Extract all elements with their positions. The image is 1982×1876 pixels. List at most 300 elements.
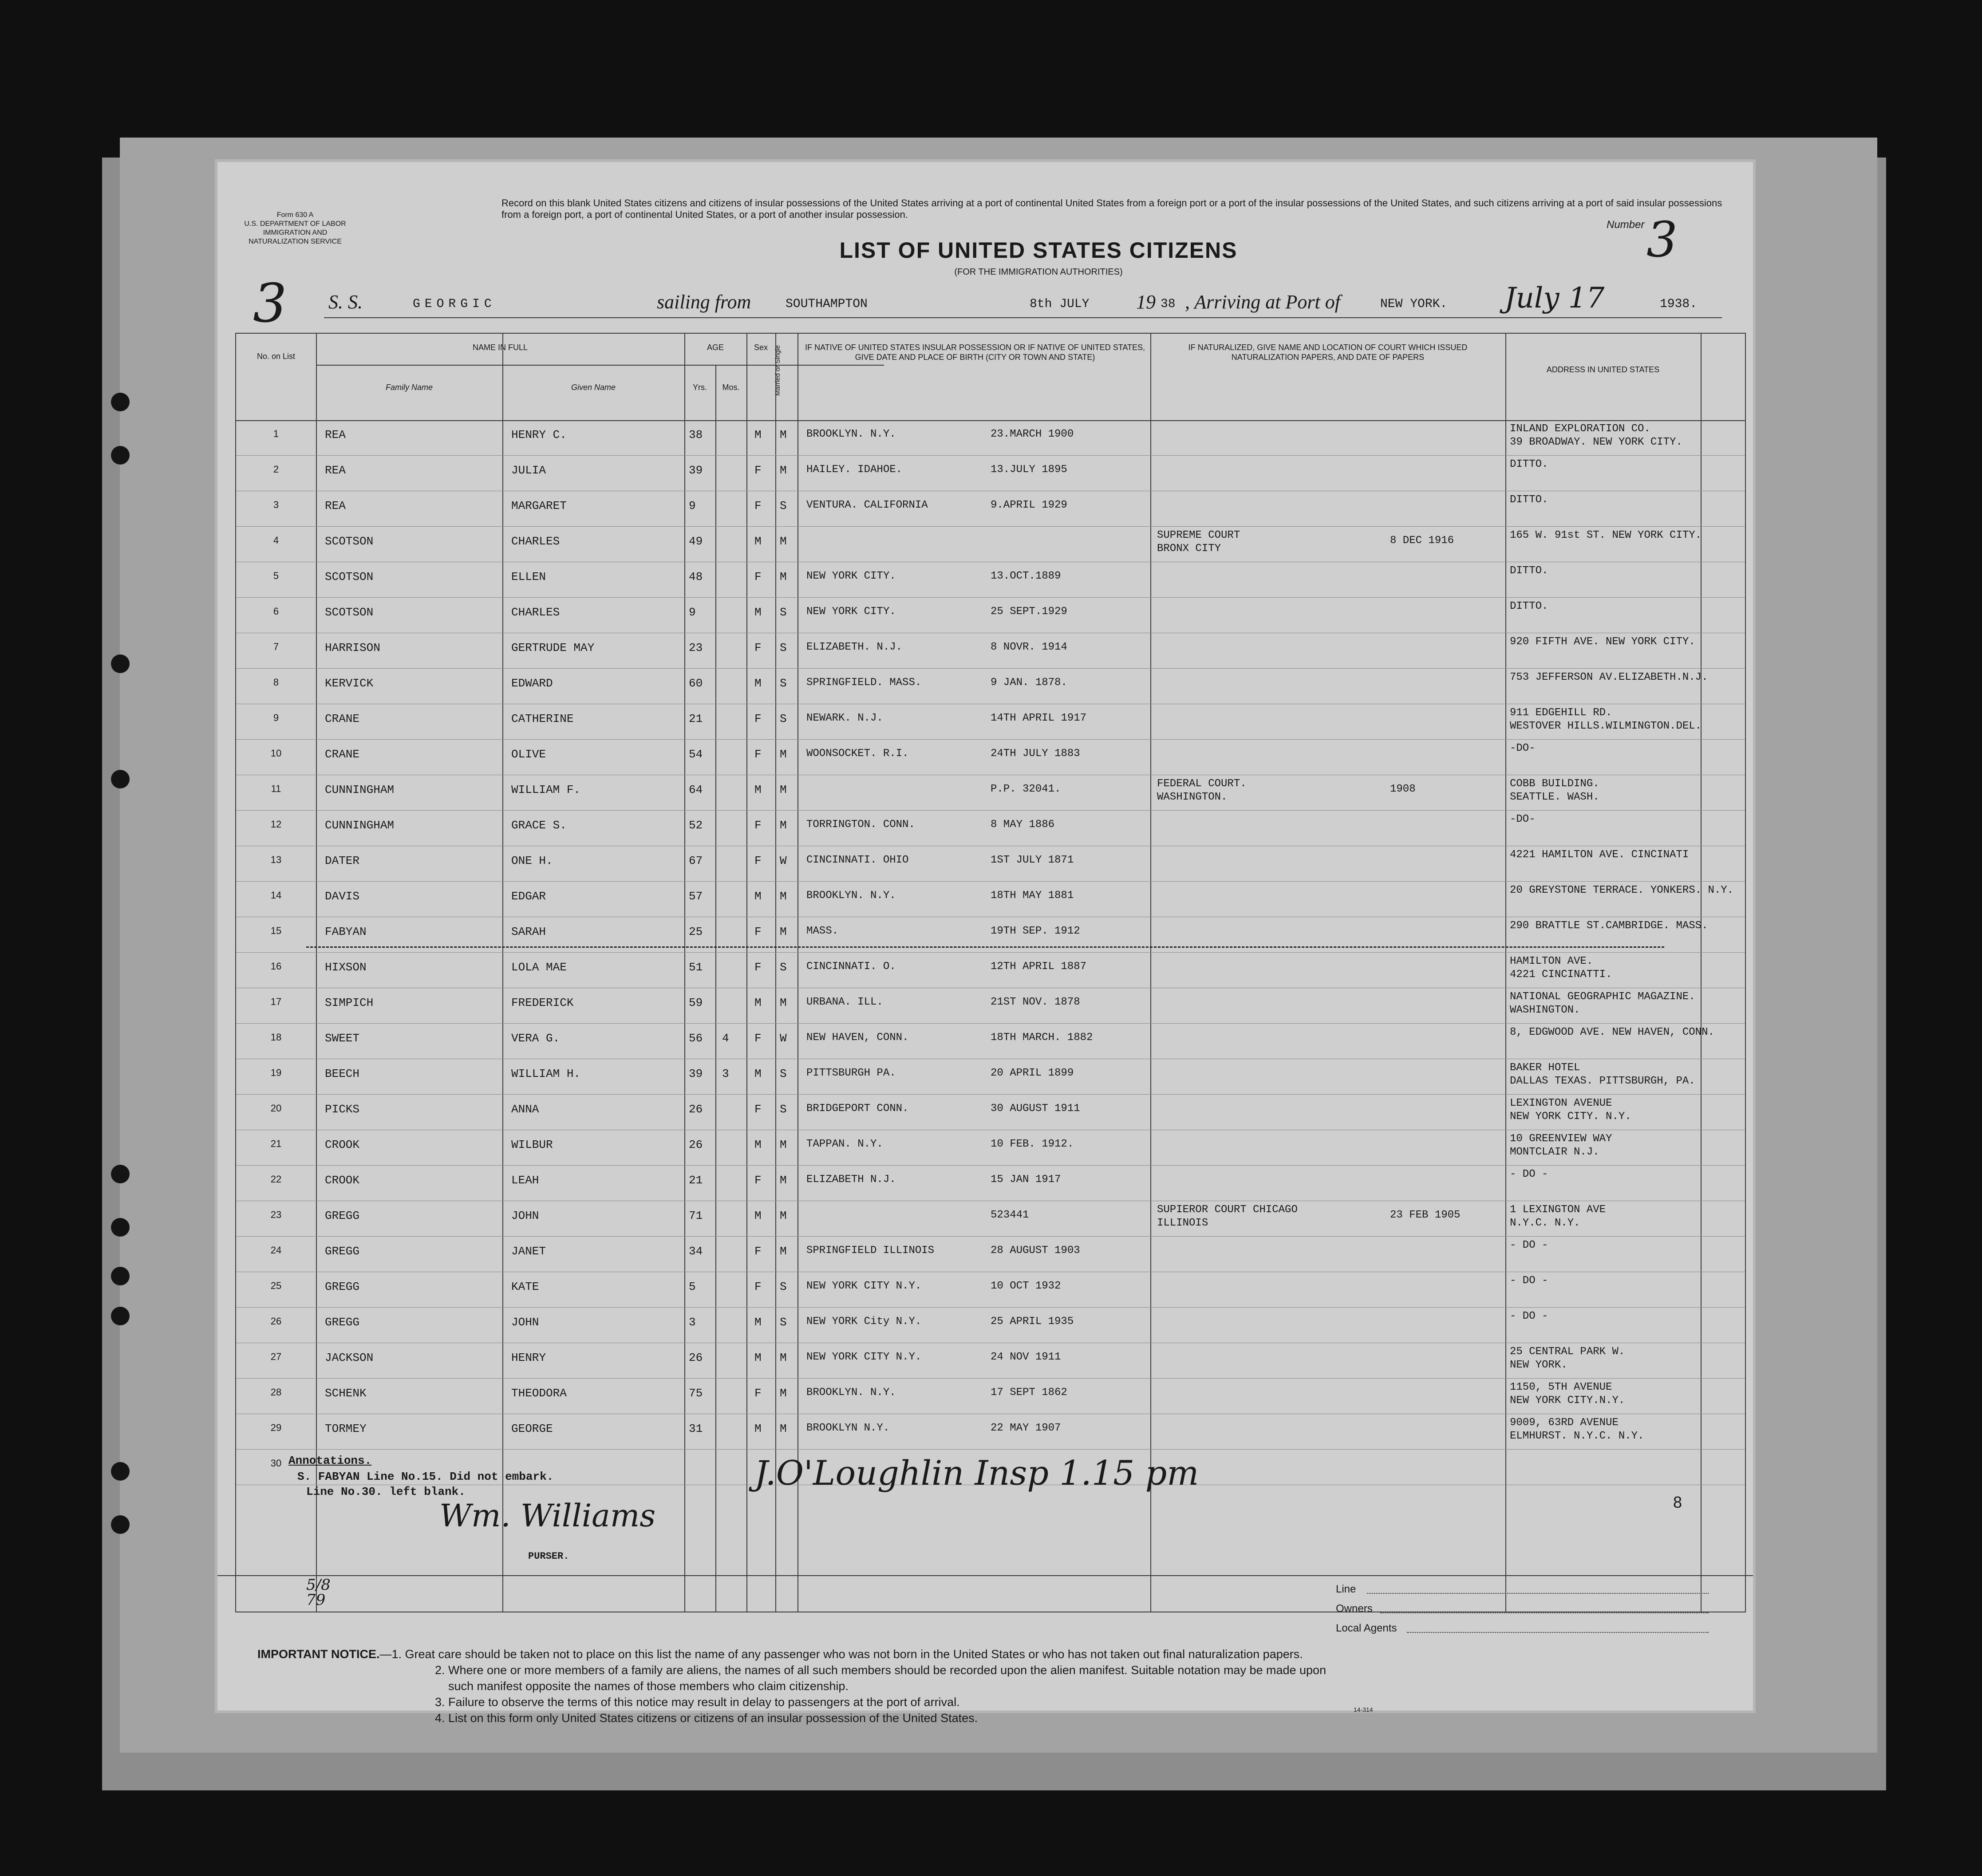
arrival-year: 1938. <box>1660 297 1698 311</box>
cell-sex: M <box>754 1422 762 1435</box>
cell-birth-date: 25 SEPT.1929 <box>991 606 1067 618</box>
arriving-label: , Arriving at Port of <box>1185 291 1340 313</box>
cell-yrs: 38 <box>689 428 703 441</box>
form-identifier <box>244 211 346 246</box>
cell-addr2: NEW YORK CITY.N.Y. <box>1510 1395 1625 1407</box>
table-row <box>236 704 1745 740</box>
sailing-label: sailing from <box>657 291 751 313</box>
cell-sex: M <box>754 1138 762 1151</box>
cell-ms: S <box>780 606 787 619</box>
cell-given: CHARLES <box>511 535 560 548</box>
cell-addr1: 25 CENTRAL PARK W. <box>1510 1346 1625 1358</box>
table-row <box>236 1095 1745 1130</box>
cell-nat-date: 23 FEB 1905 <box>1390 1209 1461 1221</box>
cell-family: HARRISON <box>325 641 380 654</box>
cell-addr1: -DO- <box>1510 813 1536 825</box>
cell-birth-place: NEW HAVEN, CONN. <box>806 1032 909 1044</box>
cell-no: 5 <box>273 570 279 581</box>
notice-4: 4. List on this form only United States citizens or citizens of an insular possession of the United States. <box>435 1711 978 1725</box>
cell-no: 23 <box>270 1209 282 1220</box>
notice-3: 3. Failure to observe the terms of this notice may result in delay to passengers at the port of arrival. <box>435 1695 960 1709</box>
cell-given: LEAH <box>511 1174 539 1187</box>
cell-nat2: ILLINOIS <box>1157 1217 1208 1229</box>
table-row <box>236 491 1745 527</box>
cell-family: HIXSON <box>325 961 367 974</box>
cell-addr1: 10 GREENVIEW WAY <box>1510 1133 1612 1145</box>
cell-birth-place: SPRINGFIELD. MASS. <box>806 677 922 689</box>
cell-ms: S <box>780 1316 787 1329</box>
cell-birth-date: 23.MARCH 1900 <box>991 428 1074 440</box>
cell-birth-place: BROOKLYN N.Y. <box>806 1422 890 1434</box>
cell-yrs: 75 <box>689 1387 703 1400</box>
cell-sex: M <box>754 1209 762 1222</box>
punch-hole <box>111 393 130 411</box>
table-row <box>236 1166 1745 1201</box>
cell-birth-date: 24 NOV 1911 <box>991 1351 1061 1363</box>
notice-2a: 2. Where one or more members of a family are aliens, the names of all such members should be recorded upon the alien manifest. Suitable notation may be made upon <box>435 1663 1327 1677</box>
passenger-table <box>235 333 1746 1612</box>
col-header-family: Family Name <box>385 383 433 392</box>
table-row <box>236 1272 1745 1308</box>
arrival-date: July 17 <box>1504 282 1605 315</box>
punch-hole <box>111 770 130 788</box>
cell-birth-place: CINCINNATI. OHIO <box>806 854 909 866</box>
sailing-date: 8th JULY <box>1030 297 1090 311</box>
cell-yrs: 34 <box>689 1245 703 1258</box>
cell-birth-date: 15 JAN 1917 <box>991 1174 1061 1186</box>
cell-given: HENRY C. <box>511 428 567 441</box>
cell-birth-date: 19TH SEP. 1912 <box>991 925 1080 937</box>
cell-no: 7 <box>273 641 279 652</box>
cell-birth-date: 25 APRIL 1935 <box>991 1316 1074 1328</box>
cell-no: 22 <box>270 1174 282 1185</box>
cell-no: 17 <box>270 996 282 1007</box>
cell-birth-place: NEW YORK City N.Y. <box>806 1316 922 1328</box>
cell-birth-place: TAPPAN. N.Y. <box>806 1138 883 1150</box>
cell-family: SCOTSON <box>325 535 374 548</box>
cell-birth-date: 18TH MARCH. 1882 <box>991 1032 1093 1044</box>
cell-birth-date: 22 MAY 1907 <box>991 1422 1061 1434</box>
cell-birth-date: 20 APRIL 1899 <box>991 1067 1074 1079</box>
cell-addr1: LEXINGTON AVENUE <box>1510 1097 1612 1109</box>
owners-label: Owners <box>1336 1603 1373 1615</box>
cell-birth-place: URBANA. ILL. <box>806 996 883 1008</box>
cell-given: JOHN <box>511 1209 539 1222</box>
cell-family: FABYAN <box>325 925 367 938</box>
cell-birth-date: 12TH APRIL 1887 <box>991 961 1087 973</box>
cell-sex: F <box>754 748 762 761</box>
cell-family: DATER <box>325 854 360 867</box>
cell-no: 20 <box>270 1103 282 1114</box>
cell-given: WILLIAM F. <box>511 783 581 796</box>
cell-no: 27 <box>270 1351 282 1362</box>
cell-ms: M <box>780 996 787 1009</box>
punch-hole <box>111 1307 130 1325</box>
cell-addr1: 920 FIFTH AVE. NEW YORK CITY. <box>1510 636 1695 648</box>
ss-label: S. S. <box>328 291 363 313</box>
cell-sex: M <box>754 1316 762 1329</box>
cell-given: KATE <box>511 1280 539 1293</box>
cell-no: 2 <box>273 464 279 475</box>
cell-addr1: DITTO. <box>1510 600 1548 612</box>
punch-hole <box>111 1462 130 1481</box>
cell-given: JULIA <box>511 464 546 477</box>
cell-birth-date: 17 SEPT 1862 <box>991 1387 1067 1399</box>
footer-code: 14-314 <box>1354 1706 1373 1713</box>
cell-addr1: DITTO. <box>1510 494 1548 506</box>
cell-given: JANET <box>511 1245 546 1258</box>
cell-family: SCOTSON <box>325 606 374 619</box>
table-row <box>236 562 1745 598</box>
cell-yrs: 57 <box>689 890 703 903</box>
cell-nat1: SUPIEROR COURT CHICAGO <box>1157 1204 1298 1216</box>
cell-ms: M <box>780 535 787 548</box>
table-row <box>236 1414 1745 1450</box>
cell-birth-date: 9 JAN. 1878. <box>991 677 1067 689</box>
cell-yrs: 9 <box>689 606 696 619</box>
cell-sex: F <box>754 1280 762 1293</box>
cell-birth-place: ELIZABETH N.J. <box>806 1174 896 1186</box>
col-header-given: Given Name <box>571 383 616 392</box>
table-row <box>236 527 1745 562</box>
cell-yrs: 26 <box>689 1138 703 1151</box>
ship-name: GEORGIC <box>413 297 496 311</box>
cell-nat1: SUPREME COURT <box>1157 529 1240 541</box>
cell-family: REA <box>325 499 346 512</box>
cell-no: 25 <box>270 1280 282 1291</box>
notice-label: IMPORTANT NOTICE. <box>257 1647 380 1661</box>
cell-ms: M <box>780 819 787 832</box>
cell-addr2: DALLAS TEXAS. PITTSBURGH, PA. <box>1510 1075 1695 1087</box>
cell-addr2: N.Y.C. N.Y. <box>1510 1217 1580 1229</box>
footer-divider <box>217 1575 1753 1576</box>
cell-sex: M <box>754 428 762 441</box>
cell-addr2: 39 BROADWAY. NEW YORK CITY. <box>1510 436 1682 448</box>
cell-addr1: COBB BUILDING. <box>1510 778 1599 790</box>
cell-addr2: MONTCLAIR N.J. <box>1510 1146 1599 1158</box>
table-row <box>236 633 1745 669</box>
cell-addr1: 1 LEXINGTON AVE <box>1510 1204 1606 1216</box>
cell-ms: M <box>780 925 787 938</box>
cell-yrs: 3 <box>689 1316 696 1329</box>
cell-sex: M <box>754 535 762 548</box>
cell-birth-place: WOONSOCKET. R.I. <box>806 748 909 760</box>
cell-given: GERTRUDE MAY <box>511 641 595 654</box>
cell-given: ELLEN <box>511 570 546 583</box>
cell-sex: F <box>754 961 762 974</box>
table-row <box>236 420 1745 456</box>
col-header-birth: IF NATIVE OF UNITED STATES INSULAR POSSESSION OR IF NATIVE OF UNITED STATES, GIVE DATE AND PLACE OF BIRTH (CITY OR TOWN AND STATE) <box>805 343 1145 362</box>
line-label: Line <box>1336 1583 1356 1595</box>
strikethrough-line-15 <box>306 946 1664 948</box>
cell-birth-date: 1ST JULY 1871 <box>991 854 1074 866</box>
cell-birth-place: MASS. <box>806 925 839 937</box>
cell-yrs: 39 <box>689 464 703 477</box>
cell-addr1: - DO - <box>1510 1275 1548 1287</box>
cell-birth-date: 10 OCT 1932 <box>991 1280 1061 1292</box>
cell-sex: F <box>754 712 762 725</box>
cell-addr1: 1150, 5TH AVENUE <box>1510 1381 1612 1393</box>
form-number: Form 630 A <box>276 211 314 219</box>
cell-no: 8 <box>273 677 279 688</box>
punch-hole <box>111 1218 130 1237</box>
table-row <box>236 1059 1745 1095</box>
cell-family: SWEET <box>325 1032 360 1045</box>
cell-ms: S <box>780 499 787 512</box>
cell-birth-place: BROOKLYN. N.Y. <box>806 890 896 902</box>
table-row <box>236 456 1745 491</box>
name-subdivider <box>316 365 884 366</box>
table-row <box>236 669 1745 704</box>
cell-sex: F <box>754 925 762 938</box>
cell-yrs: 25 <box>689 925 703 938</box>
cell-nat-date: 8 DEC 1916 <box>1390 535 1454 547</box>
cell-birth-date: 8 MAY 1886 <box>991 819 1055 831</box>
cell-family: CUNNINGHAM <box>325 783 395 796</box>
cell-yrs: 21 <box>689 1174 703 1187</box>
cell-ms: M <box>780 1209 787 1222</box>
col-header-no: No. on List <box>257 352 296 361</box>
cell-ms: M <box>780 1351 787 1364</box>
cell-addr1: 290 BRATTLE ST.CAMBRIDGE. MASS. <box>1510 920 1708 932</box>
table-row <box>236 1343 1745 1379</box>
cell-ms: S <box>780 1067 787 1080</box>
voyage-line <box>217 273 1753 335</box>
cell-family: CRANE <box>325 748 360 761</box>
cell-ms: M <box>780 748 787 761</box>
cell-birth-date: P.P. 32041. <box>991 783 1061 795</box>
service-line-2: NATURALIZATION SERVICE <box>249 238 342 245</box>
cell-sex: F <box>754 1032 762 1045</box>
cell-addr1: - DO - <box>1510 1310 1548 1322</box>
cell-family: SIMPICH <box>325 996 374 1009</box>
cell-birth-date: 18TH MAY 1881 <box>991 890 1074 902</box>
cell-sex: F <box>754 1103 762 1116</box>
cell-birth-place: NEW YORK CITY N.Y. <box>806 1280 922 1292</box>
cell-birth-date: 523441 <box>991 1209 1029 1221</box>
agents-label: Local Agents <box>1336 1622 1397 1634</box>
cell-no: 9 <box>273 712 279 723</box>
cell-birth-place: VENTURA. CALIFORNIA <box>806 499 928 511</box>
punch-hole <box>111 1515 130 1534</box>
margin-note: 5/8 79 <box>306 1576 331 1609</box>
cell-sex: M <box>754 996 762 1009</box>
cell-birth-place: CINCINNATI. O. <box>806 961 896 973</box>
cell-ms: S <box>780 677 787 690</box>
cell-nat2: BRONX CITY <box>1157 543 1221 555</box>
cell-no: 24 <box>270 1245 282 1256</box>
cell-addr1: 20 GREYSTONE TERRACE. YONKERS. N.Y. <box>1510 884 1734 896</box>
cell-no: 13 <box>270 854 282 865</box>
cell-birth-date: 28 AUGUST 1903 <box>991 1245 1080 1257</box>
cell-addr1: 4221 HAMILTON AVE. CINCINATI <box>1510 849 1689 861</box>
cell-ms: S <box>780 712 787 725</box>
cell-addr1: DITTO. <box>1510 458 1548 470</box>
table-row <box>236 1237 1745 1272</box>
cell-no: 1 <box>273 428 279 439</box>
cell-birth-place: PITTSBURGH PA. <box>806 1067 896 1079</box>
cell-ms: W <box>780 854 787 867</box>
footer-fields <box>1336 1580 1397 1638</box>
cell-birth-date: 14TH APRIL 1917 <box>991 712 1087 724</box>
sailing-year: 38 <box>1161 297 1176 311</box>
cell-birth-date: 13.JULY 1895 <box>991 464 1067 476</box>
cell-birth-place: BROOKLYN. N.Y. <box>806 1387 896 1399</box>
cell-no: 15 <box>270 925 282 936</box>
page-subtitle: (FOR THE IMMIGRATION AUTHORITIES) <box>954 267 1123 277</box>
cell-addr1: NATIONAL GEOGRAPHIC MAGAZINE. <box>1510 991 1695 1003</box>
cell-family: GREGG <box>325 1316 360 1329</box>
list-number: 3 <box>1646 211 1678 268</box>
cell-yrs: 59 <box>689 996 703 1009</box>
table-row <box>236 775 1745 811</box>
cell-family: JACKSON <box>325 1351 374 1364</box>
cell-no: 30 <box>270 1458 282 1469</box>
cell-family: CRANE <box>325 712 360 725</box>
cell-family: TORMEY <box>325 1422 367 1435</box>
cell-given: OLIVE <box>511 748 546 761</box>
manifest-page <box>217 162 1753 1725</box>
cell-ms: M <box>780 428 787 441</box>
number-label: Number <box>1607 219 1645 231</box>
cell-sex: M <box>754 1067 762 1080</box>
cell-yrs: 60 <box>689 677 703 690</box>
cell-addr1: - DO - <box>1510 1239 1548 1251</box>
col-header-address: ADDRESS IN UNITED STATES <box>1546 365 1660 374</box>
cell-birth-date: 10 FEB. 1912. <box>991 1138 1074 1150</box>
cell-given: EDGAR <box>511 890 546 903</box>
cell-no: 14 <box>270 890 282 901</box>
cell-addr1: DITTO. <box>1510 565 1548 577</box>
cell-addr1: 9009, 63RD AVENUE <box>1510 1417 1619 1429</box>
cell-sex: F <box>754 499 762 512</box>
annotation-line-2: Line No.30. left blank. <box>306 1485 466 1498</box>
cell-no: 3 <box>273 499 279 510</box>
voyage-underline <box>324 317 1722 318</box>
col-header-naturalized: IF NATURALIZED, GIVE NAME AND LOCATION OF COURT WHICH ISSUED NATURALIZATION PAPERS, AND DATE OF PAPERS <box>1188 343 1468 362</box>
cell-addr1: BAKER HOTEL <box>1510 1062 1580 1074</box>
cell-given: MARGARET <box>511 499 567 512</box>
cell-given: ANNA <box>511 1103 539 1116</box>
cell-birth-place: BROOKLYN. N.Y. <box>806 428 896 440</box>
cell-yrs: 48 <box>689 570 703 583</box>
table-row <box>236 882 1745 917</box>
cell-sex: M <box>754 890 762 903</box>
table-row <box>236 1379 1745 1414</box>
cell-yrs: 56 <box>689 1032 703 1045</box>
cell-ms: S <box>780 961 787 974</box>
punch-hole <box>111 446 130 465</box>
cell-no: 12 <box>270 819 282 830</box>
cell-no: 26 <box>270 1316 282 1327</box>
cell-sex: M <box>754 677 762 690</box>
cell-mos: 3 <box>722 1067 729 1080</box>
cell-no: 4 <box>273 535 279 546</box>
cell-addr2: NEW YORK. <box>1510 1359 1567 1371</box>
port-to: NEW YORK. <box>1380 297 1448 311</box>
col-header-sex: Sex <box>754 343 768 352</box>
important-notice <box>257 1646 1749 1726</box>
cell-birth-date: 30 AUGUST 1911 <box>991 1103 1080 1115</box>
cell-yrs: 26 <box>689 1351 703 1364</box>
cell-birth-place: SPRINGFIELD ILLINOIS <box>806 1245 935 1257</box>
cell-yrs: 39 <box>689 1067 703 1080</box>
cell-yrs: 23 <box>689 641 703 654</box>
service-line-1: IMMIGRATION AND <box>263 229 328 236</box>
cell-family: SCHENK <box>325 1387 367 1400</box>
handwritten-list-number: 3 <box>253 273 287 335</box>
cell-ms: M <box>780 464 787 477</box>
cell-yrs: 9 <box>689 499 696 512</box>
cell-birth-date: 9.APRIL 1929 <box>991 499 1067 511</box>
page-title: LIST OF UNITED STATES CITIZENS <box>839 238 1238 263</box>
cell-birth-place: HAILEY. IDAHOE. <box>806 464 903 476</box>
cell-birth-place: NEW YORK CITY. <box>806 570 896 582</box>
cell-ms: M <box>780 1245 787 1258</box>
cell-family: PICKS <box>325 1103 360 1116</box>
cell-given: HENRY <box>511 1351 546 1364</box>
cell-birth-place: NEW YORK CITY. <box>806 606 896 618</box>
cell-ms: M <box>780 570 787 583</box>
cell-yrs: 71 <box>689 1209 703 1222</box>
cell-addr1: - DO - <box>1510 1168 1548 1180</box>
cell-addr1: 753 JEFFERSON AV.ELIZABETH.N.J. <box>1510 671 1708 683</box>
cell-sex: F <box>754 1245 762 1258</box>
cell-given: JOHN <box>511 1316 539 1329</box>
intro-text: Record on this blank United States citizens and citizens of insular possessions of the United States arriving at a port of continental United States from a foreign port or a port of the insular possessions of the United States, and such citizens arriving at a port of said insular possessions from a foreign port, a port of continental United States, or a port of another insular possession. <box>501 197 1722 220</box>
cell-yrs: 49 <box>689 535 703 548</box>
cell-yrs: 5 <box>689 1280 696 1293</box>
cell-family: CUNNINGHAM <box>325 819 395 832</box>
cell-family: CROOK <box>325 1138 360 1151</box>
page-mark: 8 <box>1673 1493 1682 1511</box>
year-prefix: 19 <box>1136 291 1156 313</box>
cell-family: GREGG <box>325 1209 360 1222</box>
cell-no: 19 <box>270 1067 282 1078</box>
cell-family: DAVIS <box>325 890 360 903</box>
cell-birth-place: NEW YORK CITY N.Y. <box>806 1351 922 1363</box>
table-row <box>236 846 1745 882</box>
col-header-age: AGE <box>707 343 724 352</box>
col-header-married: Married or Single <box>774 345 782 396</box>
cell-yrs: 51 <box>689 961 703 974</box>
table-row <box>236 811 1745 846</box>
cell-birth-date: 21ST NOV. 1878 <box>991 996 1080 1008</box>
cell-sex: F <box>754 1174 762 1187</box>
cell-addr1: 8, EDGWOOD AVE. NEW HAVEN, CONN. <box>1510 1026 1714 1038</box>
cell-birth-date: 13.OCT.1889 <box>991 570 1061 582</box>
cell-yrs: 54 <box>689 748 703 761</box>
table-row <box>236 1130 1745 1166</box>
cell-sex: F <box>754 570 762 583</box>
punch-hole <box>111 1165 130 1183</box>
cell-family: GREGG <box>325 1280 360 1293</box>
cell-ms: M <box>780 1422 787 1435</box>
table-row <box>236 740 1745 775</box>
cell-addr2: WASHINGTON. <box>1510 1004 1580 1016</box>
cell-yrs: 67 <box>689 854 703 867</box>
cell-family: KERVICK <box>325 677 374 690</box>
cell-given: THEODORA <box>511 1387 567 1400</box>
cell-addr2: WESTOVER HILLS.WILMINGTON.DEL. <box>1510 720 1702 732</box>
cell-no: 21 <box>270 1138 282 1149</box>
cell-no: 10 <box>270 748 282 759</box>
purser-signature: Wm. Williams <box>439 1498 656 1534</box>
notice-1: —1. Great care should be taken not to place on this list the name of any passenger who was not born in the United States or who has not taken out final naturalization papers. <box>379 1647 1303 1661</box>
cell-addr1: -DO- <box>1510 742 1536 754</box>
purser-label: PURSER. <box>528 1551 569 1562</box>
owners-field-rule <box>1380 1612 1709 1614</box>
